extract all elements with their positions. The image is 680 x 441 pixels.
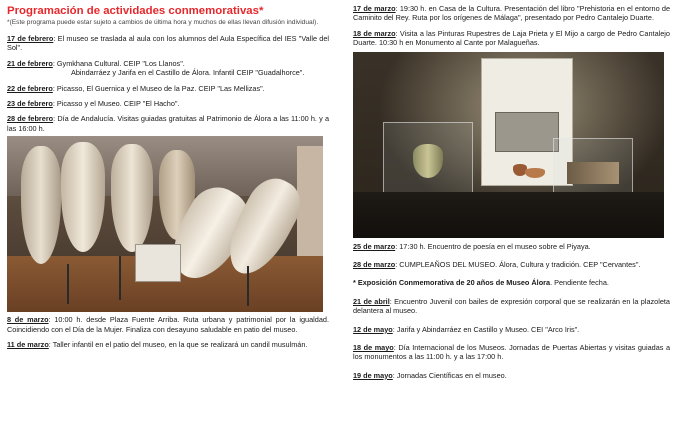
- event-date: 21 de abril: [353, 296, 390, 306]
- display-case-photo: [353, 52, 664, 238]
- event-text: : Gymkhana Cultural. CEIP "Los Llanos".: [52, 58, 185, 68]
- event-text: : Picasso y el Museo. CEIP "El Hacho".: [52, 99, 180, 109]
- event-entry: [7, 59, 329, 78]
- event-date: 25 de marzo: [353, 241, 396, 251]
- event-entry: [7, 114, 329, 133]
- event-date: 22 de febrero: [7, 83, 53, 93]
- event-text-continued: Abindarráez y Jarifa en el Castillo de Álora. Infantil CEIP "Guadalhorce".: [71, 68, 305, 78]
- event-text: : Día Internacional de los Museos. Jornadas de Puertas Abiertas y visitas guiadas a los monumentos a las 11:00 h. y a las 17:00 h.: [353, 343, 671, 362]
- event-entry: [7, 340, 329, 349]
- event-date: 17 de marzo: [353, 4, 396, 13]
- event-entry: [7, 34, 329, 53]
- event-entry: [353, 297, 670, 316]
- event-entry: [353, 242, 670, 251]
- event-text: : 17:30 h. Encuentro de poesía en el museo sobre el Piyaya.: [395, 241, 591, 251]
- event-text: : 19:30 h. en Casa de la Cultura. Presentación del libro "Prehistoria en el entorno de Caminito del Rey. Ruta por los orígenes de Málaga", presentado por Pedro Cantalejo Duarte.: [353, 4, 670, 23]
- event-text: : Jornadas Científicas en el museo.: [392, 370, 507, 380]
- event-date: 21 de febrero: [7, 58, 53, 68]
- event-entry: [7, 99, 329, 108]
- event-date: 18 de marzo: [353, 28, 396, 38]
- event-entry: [353, 278, 670, 287]
- event-entry: [353, 4, 670, 23]
- event-text: : Taller infantil en el patio del museo, en la que se realizará un candil musulmán.: [48, 340, 308, 350]
- event-entry: [7, 315, 329, 334]
- event-date: 12 de mayo: [353, 324, 393, 334]
- event-entry: [353, 343, 670, 362]
- event-date: 18 de mayo: [353, 343, 394, 353]
- event-entry: [353, 29, 670, 48]
- event-text: : El museo se traslada al aula con los alumnos del Aula Específica del IES "Valle del Sol".: [7, 34, 330, 53]
- event-entry: [353, 371, 670, 380]
- event-text: : Picasso, El Guernica y el Museo de la Paz. CEIP "Las Mellizas".: [52, 83, 265, 93]
- event-date: * Exposición Conmemorativa de 20 años de Museo Álora: [353, 278, 551, 288]
- event-text: : Encuentro Juvenil con bailes de expresión corporal que se realizarán en la plazoleta delantera al museo.: [353, 296, 670, 316]
- event-entry: [353, 325, 670, 334]
- event-date: 19 de mayo: [353, 370, 393, 380]
- amphorae-photo: [7, 136, 323, 312]
- page-title: Programación de actividades conmemorativas*: [7, 5, 264, 17]
- event-text: : Visita a las Pinturas Rupestres de Laja Prieta y El Mijo a cargo de Pedro Cantalejo Duarte. 10:30 h en Monumento al Cante por Malagueñas.: [353, 28, 670, 48]
- event-text: : 10:00 h. desde Plaza Fuente Arriba. Ruta urbana y patrimonial por la igualdad. Coincidiendo con el Día de la Mujer. Finaliza con desayuno saludable en patio del museo.: [7, 315, 329, 334]
- right-column: [353, 0, 670, 380]
- event-entry: [7, 84, 329, 93]
- event-date: 8 de marzo: [7, 315, 49, 325]
- event-text: . Pendiente fecha.: [550, 278, 609, 288]
- event-date: 28 de marzo: [353, 260, 396, 270]
- event-text: : Jarifa y Abindarráez en Castillo y Museo. CEI "Arco Iris".: [392, 324, 580, 334]
- event-date: 17 de febrero: [7, 34, 54, 43]
- disclaimer-note: *(Este programa puede estar sujeto a cambios de última hora y muchos de ellas llevan difusión individual).: [7, 19, 319, 26]
- event-date: 23 de febrero: [7, 99, 53, 109]
- event-text: : Día de Andalucía. Visitas guiadas gratuitas al Patrimonio de Álora a las 11:00 h. y a las 16:00 h.: [7, 114, 329, 133]
- left-column: [7, 0, 329, 349]
- event-entry: [353, 260, 670, 269]
- event-date: 28 de febrero: [7, 114, 54, 124]
- event-date: 11 de marzo: [7, 340, 49, 350]
- event-text: : CUMPLEAÑOS DEL MUSEO. Álora, Cultura y tradición. CEP "Cervantes".: [395, 260, 641, 270]
